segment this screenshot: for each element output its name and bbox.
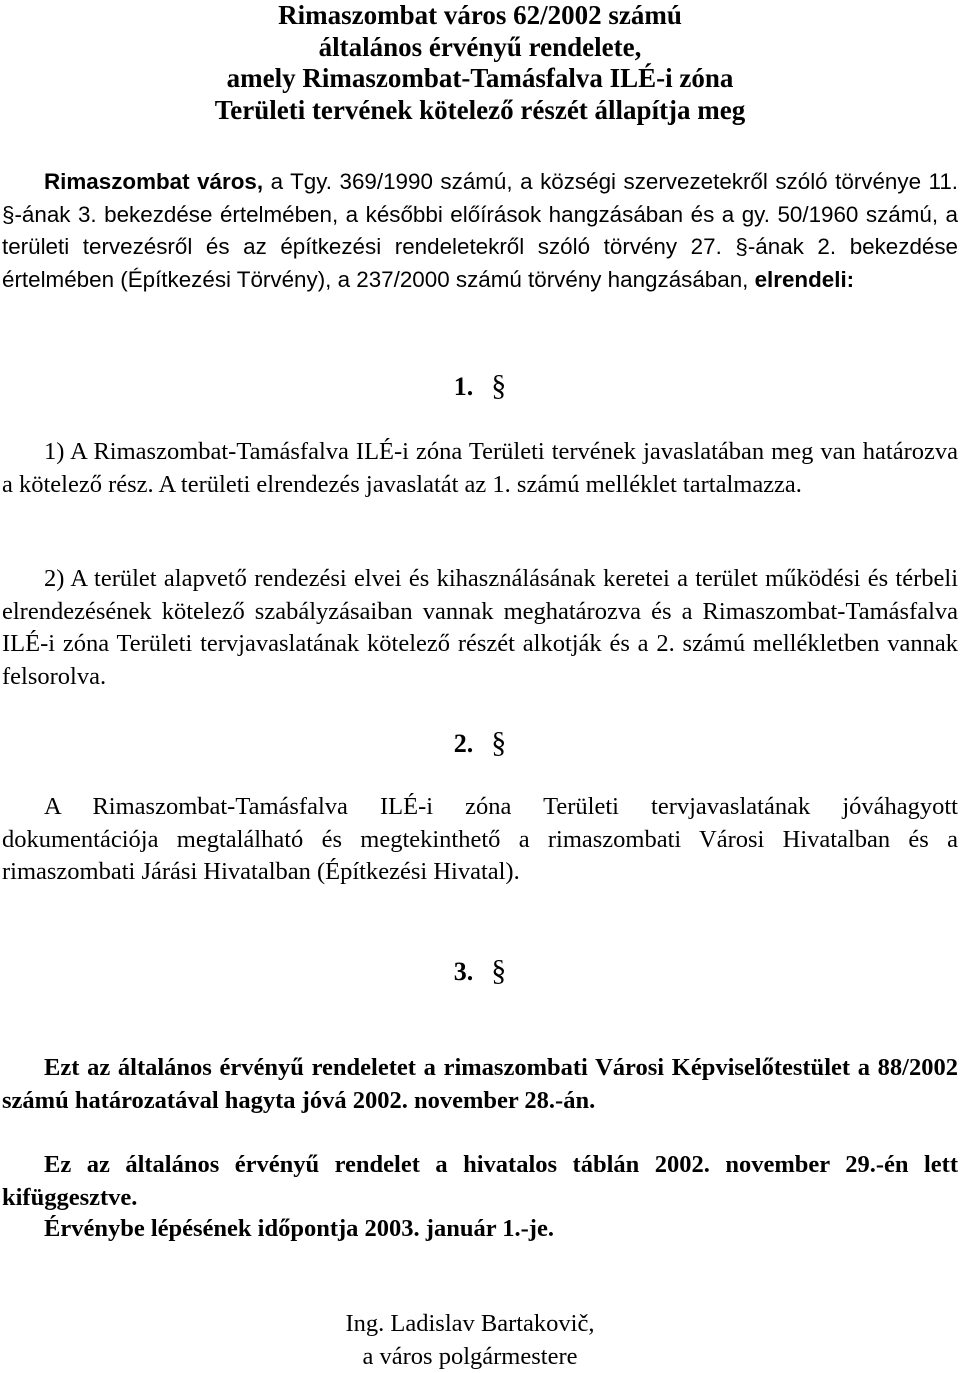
title-line: Rimaszombat város 62/2002 számú (278, 0, 682, 30)
signature-block (140, 1308, 800, 1373)
signature-role: a város polgármestere (362, 1342, 578, 1370)
title-line: általános érvényű rendelete, (318, 31, 642, 62)
preamble-lead: Rimaszombat város, (44, 169, 264, 194)
section-2-paragraph: A Rimaszombat-Tamásfalva ILÉ-i zóna Területi tervjavaslatának jóváhagyott dokumentációja megtalálható és megtekinthető a rimaszombati Városi Hivatalban és a rimaszombati Járási Hivatalban (Építkezési Hivatal). (2, 793, 958, 885)
section-1-heading: 1. § (453, 369, 507, 402)
section-sign: § (491, 369, 507, 402)
preamble-action: elrendeli: (754, 266, 855, 292)
section-3-paragraph-1: Ezt az általános érvényű rendeletet a rimaszombati Városi Képviselőtestület a 88/2002 számú határozatával hagyta jóvá 2002. november 28.-án. (2, 1054, 958, 1114)
section-sign: § (491, 954, 507, 987)
title-line: Területi tervének kötelező részét állapítja meg (214, 94, 746, 125)
section-1-paragraph-1: 1) A Rimaszombat-Tamásfalva ILÉ-i zóna Területi tervének javaslatában meg van határozva a kötelező rész. A területi elrendezés javaslatát az 1. számú melléklet tartalmazza. (2, 438, 958, 498)
title-line: amely Rimaszombat-Tamásfalva ILÉ-i zóna (226, 63, 734, 93)
section-3-paragraph-2: Ez az általános érvényű rendelet a hivatalos táblán 2002. november 29.-én lett kifüggesztve. (2, 1151, 958, 1211)
document-title (0, 0, 960, 126)
signature-name: Ing. Ladislav Bartakovič, (345, 1310, 595, 1337)
section-2-heading: 2. § (453, 726, 507, 759)
section-sign: § (491, 726, 507, 759)
section-1-paragraph-2: 2) A terület alapvető rendezési elvei és kihasználásának keretei a terület működési és térbeli elrendezésének kötelező szabályzásaiban vannak meghatározva és a Rimaszombat-Tamásfalva ILÉ-i zóna Területi tervjavaslatának kötelező részét alkotják és a 2. számú mellékletben vannak felsorolva. (2, 565, 958, 690)
section-3-paragraph-3: Érvénybe lépésének időpontja 2003. január 1.-je. (44, 1215, 554, 1242)
section-3-heading: 3. § (453, 954, 507, 987)
preamble-text: a Tgy. 369/1990 számú, a községi szervezetekről szóló törvénye 11. §-ának 3. bekezdése értelmében, a későbbi előírások hangzásában és a gy. 50/1960 számú, a területi tervezésről és az építkezési rendeletekről szóló törvény 27. §-ának 2. bekezdése értelmében (Építkezési Törvény), a 237/2000 számú törvény hangzásában, (2, 169, 959, 292)
preamble-paragraph (2, 166, 958, 296)
